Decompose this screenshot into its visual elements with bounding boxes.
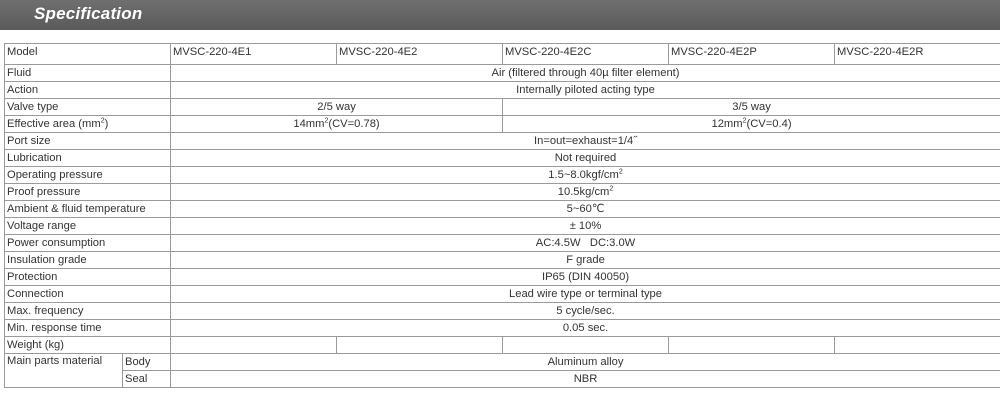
row-label: Model xyxy=(5,44,171,65)
row-label: Lubrication xyxy=(5,150,171,167)
weight-cell xyxy=(171,337,337,354)
value-text: 14mm xyxy=(293,118,325,130)
model-cell: MVSC-220-4E2R xyxy=(835,44,1000,65)
row-label: Voltage range xyxy=(5,218,171,235)
row-label: Insulation grade xyxy=(5,252,171,269)
table-row-ambient-temperature xyxy=(5,201,1000,218)
row-value-2-5-way: 2/5 way xyxy=(171,99,503,116)
row-value: ± 10% xyxy=(171,218,1000,235)
table-row-lubrication xyxy=(5,150,1000,167)
row-label: Min. response time xyxy=(5,320,171,337)
table-row-min-response-time xyxy=(5,320,1000,337)
value-text: 1.5~8.0kgf/cm xyxy=(548,169,619,181)
table-row-insulation-grade xyxy=(5,252,1000,269)
table-row-weight xyxy=(5,337,1000,354)
specification-table xyxy=(4,43,1000,388)
table-row-valve-type xyxy=(5,99,1000,116)
value-text: 12mm xyxy=(711,118,743,130)
row-label: Operating pressure xyxy=(5,167,171,184)
row-label: Fluid xyxy=(5,65,171,82)
row-value xyxy=(171,167,1000,184)
row-value: Lead wire type or terminal type xyxy=(171,286,1000,303)
row-value: Aluminum alloy xyxy=(171,354,1000,371)
row-value: Not required xyxy=(171,150,1000,167)
table-row-action xyxy=(5,82,1000,99)
table-row-power-consumption xyxy=(5,235,1000,252)
row-label: Connection xyxy=(5,286,171,303)
row-value: Air (filtered through 40µ filter element) xyxy=(171,65,1000,82)
row-label: Port size xyxy=(5,133,171,150)
model-cell: MVSC-220-4E1 xyxy=(171,44,337,65)
label-text: Effective area (mm xyxy=(7,118,101,130)
section-title: Specification xyxy=(34,4,143,23)
row-label xyxy=(5,116,171,133)
weight-cell xyxy=(835,337,1000,354)
value-superscript: 2 xyxy=(324,117,329,125)
table-row-protection xyxy=(5,269,1000,286)
row-value: AC:4.5W DC:3.0W xyxy=(171,235,1000,252)
label-superscript: 2 xyxy=(100,117,105,125)
row-label: Proof pressure xyxy=(5,184,171,201)
model-cell: MVSC-220-4E2C xyxy=(503,44,669,65)
row-value: 5~60℃ xyxy=(171,201,1000,218)
row-value-b xyxy=(503,116,1000,133)
value-text: 10.5kg/cm xyxy=(557,186,610,198)
row-value: IP65 (DIN 40050) xyxy=(171,269,1000,286)
row-value-3-5-way: 3/5 way xyxy=(503,99,1000,116)
row-value: 5 cycle/sec. xyxy=(171,303,1000,320)
table-row-operating-pressure xyxy=(5,167,1000,184)
row-label: Ambient & fluid temperature xyxy=(5,201,171,218)
table-row-effective-area xyxy=(5,116,1000,133)
row-label: Power consumption xyxy=(5,235,171,252)
sub-label-seal: Seal xyxy=(123,371,171,388)
row-value xyxy=(171,184,1000,201)
model-cell: MVSC-220-4E2P xyxy=(669,44,835,65)
row-label: Main parts material xyxy=(5,354,123,388)
row-label: Protection xyxy=(5,269,171,286)
value-text-end: (CV=0.78) xyxy=(328,118,380,130)
row-label: Action xyxy=(5,82,171,99)
row-value-a xyxy=(171,116,503,133)
row-value: In=out=exhaust=1/4˝ xyxy=(171,133,1000,150)
row-label: Max. frequency xyxy=(5,303,171,320)
section-header xyxy=(0,0,1000,30)
sub-label-body: Body xyxy=(123,354,171,371)
weight-cell xyxy=(669,337,835,354)
row-value: NBR xyxy=(171,371,1000,388)
table-row-main-parts-body xyxy=(5,354,1000,371)
table-row-proof-pressure xyxy=(5,184,1000,201)
value-superscript: 2 xyxy=(742,117,747,125)
row-label: Valve type xyxy=(5,99,171,116)
row-value: Internally piloted acting type xyxy=(171,82,1000,99)
table-row-port-size xyxy=(5,133,1000,150)
table-row-fluid xyxy=(5,65,1000,82)
table-row-main-parts-seal xyxy=(5,371,1000,388)
table-row-voltage-range xyxy=(5,218,1000,235)
table-row-connection xyxy=(5,286,1000,303)
weight-cell xyxy=(503,337,669,354)
row-value: 0.05 sec. xyxy=(171,320,1000,337)
value-superscript: 2 xyxy=(609,185,614,193)
weight-cell xyxy=(337,337,503,354)
row-value: F grade xyxy=(171,252,1000,269)
label-text-end: ) xyxy=(104,118,109,130)
row-label: Weight (kg) xyxy=(5,337,171,354)
table-row-max-frequency xyxy=(5,303,1000,320)
value-superscript: 2 xyxy=(618,168,623,176)
value-text-end: (CV=0.4) xyxy=(746,118,792,130)
model-cell: MVSC-220-4E2 xyxy=(337,44,503,65)
table-row-model xyxy=(5,44,1000,65)
